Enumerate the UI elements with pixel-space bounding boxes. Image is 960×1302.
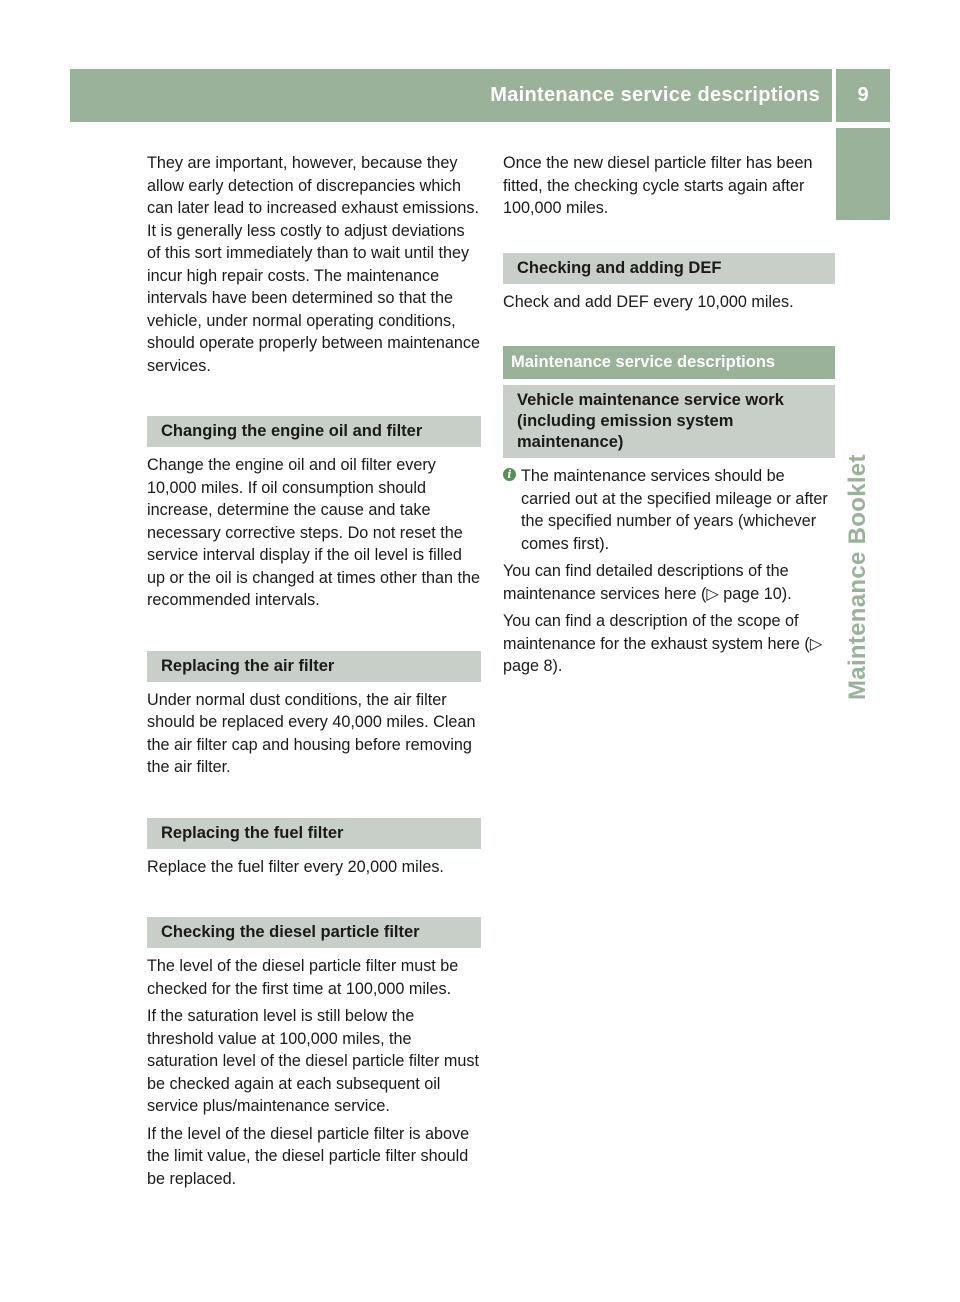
header-bar [70,69,832,122]
dpf-paragraph-2: If the saturation level is still below the threshold value at 100,000 miles, the saturation level of the diesel particle filter must be checked again at each subsequent oil service plus/maintenance service. [147,1007,480,1115]
dpf-paragraph-1: The level of the diesel particle filter must be checked for the first time at 100,000 miles. [147,957,459,998]
vehicle-paragraph-1: You can find detailed descriptions of the maintenance services here (▷ page 10). [503,562,792,603]
dpf-paragraph-3: If the level of the diesel particle filter is above the limit value, the diesel particle filter should be replaced. [147,1124,470,1188]
def-section-text: Check and add DEF every 10,000 miles. [503,292,794,311]
page-title: Maintenance service descriptions [490,84,820,106]
left-column [147,152,481,1195]
def-section-heading: Checking and adding DEF [503,253,835,284]
air-section-text: Under normal dust conditions, the air filter should be replaced every 40,000 miles. Clean the air filter cap and housing before removing the air filter. [147,690,476,776]
fuel-section-heading: Replacing the fuel filter [147,818,481,849]
side-tab [836,128,890,220]
air-section-heading: Replacing the air filter [147,651,481,682]
dpf-section-heading: Checking the diesel particle filter [147,917,481,948]
dpf-continued-paragraph: Once the new diesel particle filter has been fitted, the checking cycle starts again after 100,000 miles. [503,154,813,217]
vehicle-paragraph-2: You can find a description of the scope of maintenance for the exhaust system here (▷ page 8). [503,612,823,675]
right-column [503,152,835,683]
oil-section-text: Change the engine oil and oil filter every 10,000 miles. If oil consumption should increase, determine the cause and take necessary corrective steps. Do not reset the service interval display if the oil level is filled up or the oil is changed at times other than the recommended intervals. [147,456,480,609]
intro-paragraph: They are important, however, because they allow early detection of discrepancies which can later lead to increased exhaust emissions. It is generally less costly to adjust deviations of this sort immediately than to wait until they incur high repair costs. The maintenance intervals have been determined so that the vehicle, under normal operating conditions, should operate properly between maintenance services. [147,154,480,375]
oil-section-heading: Changing the engine oil and filter [147,416,481,447]
info-icon: i [503,468,516,481]
side-label-text: Maintenance Booklet [844,454,871,700]
vehicle-section-heading: Vehicle maintenance service work (including emission system maintenance) [503,385,835,458]
page-number: 9 [836,69,890,122]
fuel-section-text: Replace the fuel filter every 20,000 miles. [147,857,444,876]
info-note [503,465,835,555]
info-note-text: The maintenance services should be carried out at the specified mileage or after the specified number of years (whichever comes first). [521,467,828,553]
main-section-heading: Maintenance service descriptions [503,346,835,379]
